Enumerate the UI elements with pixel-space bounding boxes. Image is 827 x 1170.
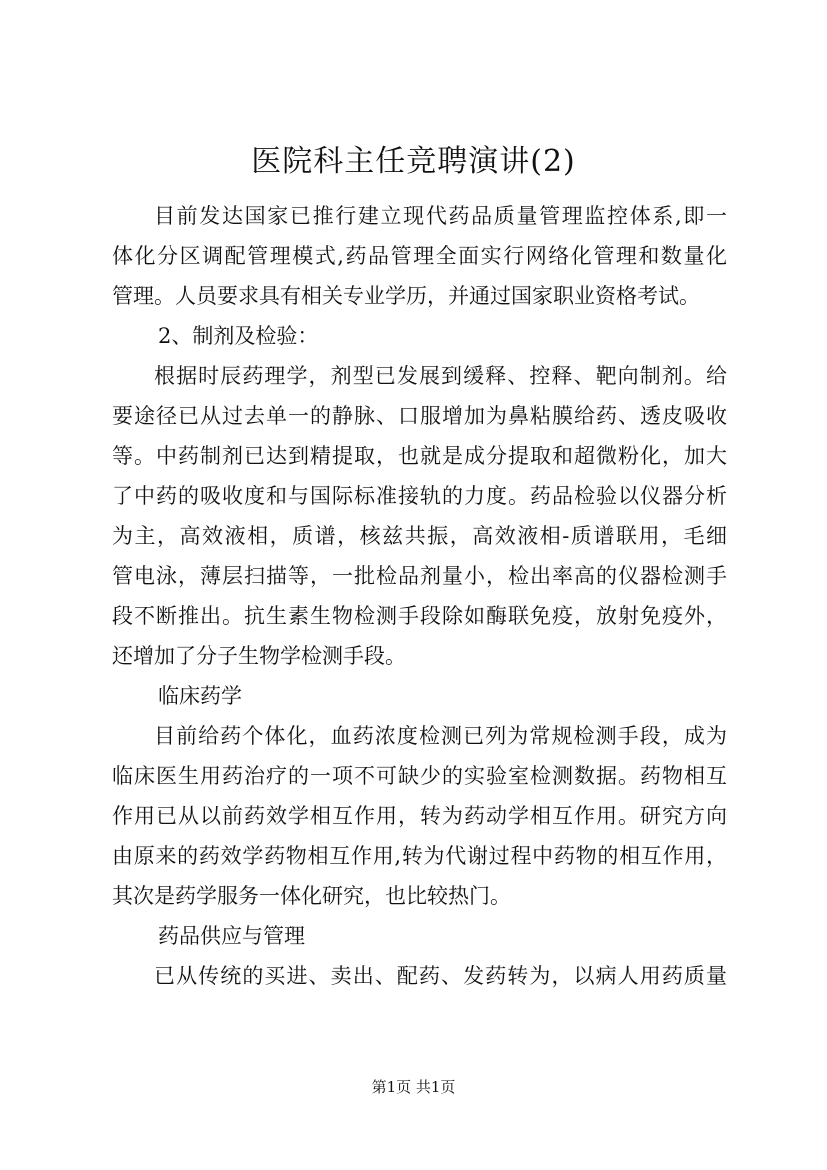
body-paragraph [112, 716, 727, 916]
body-paragraph [112, 196, 727, 316]
text-line: 为主，高效液相，质谱，核兹共振，高效液相-质谱联用，毛细 [112, 524, 727, 548]
text-line: 由原来的药效学药物相互作用,转为代谢过程中药物的相互作用， [112, 844, 727, 868]
text-line: 段不断推出。抗生素生物检测手段除如酶联免疫，放射免疫外， [112, 604, 727, 628]
section-heading: 临床药学 [158, 684, 242, 708]
text-line: 作用已从以前药效学相互作用，转为药动学相互作用。研究方向 [112, 804, 727, 828]
body-paragraph [112, 956, 727, 996]
document-title: 医院科主任竞聘演讲(2) [251, 144, 576, 179]
section-heading: 药品供应与管理 [158, 924, 305, 948]
section-heading: 2、制剂及检验： [158, 324, 319, 348]
document-body [112, 196, 727, 996]
text-line: 已从传统的买进、卖出、配药、发药转为，以病人用药质量 [154, 964, 727, 988]
text-line: 根据时辰药理学，剂型已发展到缓释、控释、靶向制剂。给 [154, 364, 727, 388]
text-line: 了中药的吸收度和与国际标准接轨的力度。药品检验以仪器分析 [112, 484, 727, 508]
text-line: 目前给药个体化，血药浓度检测已列为常规检测手段，成为 [154, 724, 727, 748]
text-line: 等。中药制剂已达到精提取，也就是成分提取和超微粉化，加大 [112, 444, 727, 468]
body-paragraph [112, 356, 727, 676]
text-line: 体化分区调配管理模式,药品管理全面实行网络化管理和数量化 [112, 244, 727, 268]
page-footer: 第1页 共1页 [371, 1078, 456, 1096]
text-line: 要途径已从过去单一的静脉、口服增加为鼻粘膜给药、透皮吸收 [112, 404, 727, 428]
text-line: 目前发达国家已推行建立现代药品质量管理监控体系,即一 [154, 204, 727, 228]
text-line: 管理。人员要求具有相关专业学历，并通过国家职业资格考试。 [112, 284, 700, 308]
text-line: 临床医生用药治疗的一项不可缺少的实验室检测数据。药物相互 [112, 764, 727, 788]
text-line: 管电泳，薄层扫描等，一批检品剂量小，检出率高的仪器检测手 [112, 564, 727, 588]
text-line: 其次是药学服务一体化研究，也比较热门。 [112, 884, 511, 908]
text-line: 还增加了分子生物学检测手段。 [112, 644, 406, 668]
